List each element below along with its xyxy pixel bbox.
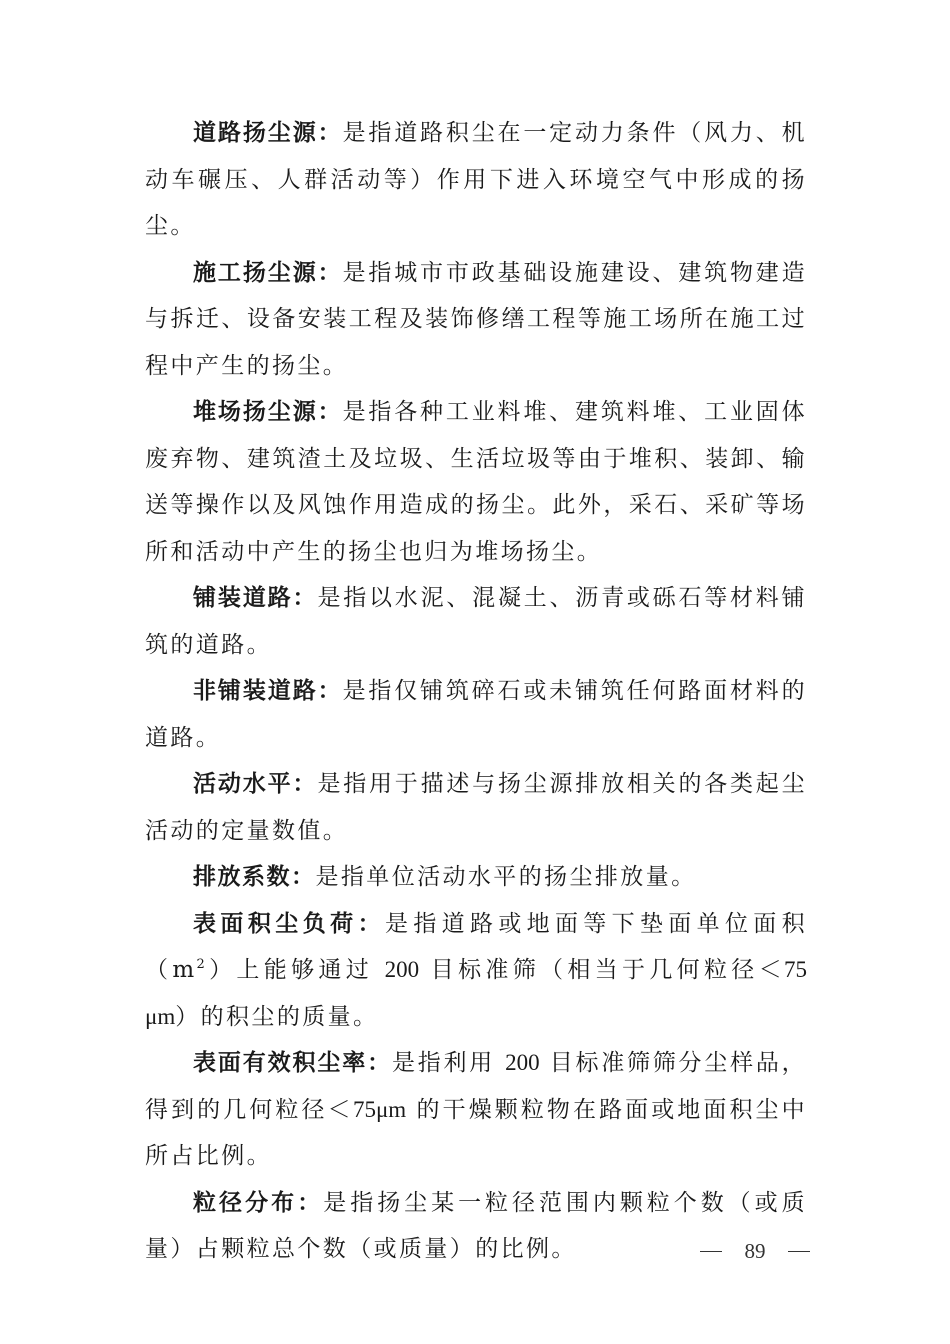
definition-text: 是指仅铺筑碎石或未铺筑任何路面材料的道路。 [145,678,808,751]
footer-dash-right [788,1251,810,1252]
definition-text-part: 的干燥颗粒物在路面或地面积尘中所占比例。 [145,1096,808,1169]
page-footer [700,1236,810,1266]
term-label: 表面有效积尘率： [193,1050,392,1076]
definition-construction-dust-source [145,250,807,390]
definition-text: 是指以水泥、混凝土、沥青或砾石等材料铺筑的道路。 [145,585,807,658]
definition-text-part: ）上能够通过 [207,957,385,983]
definition-text: 是指用于描述与扬尘源排放相关的各类起尘活动的定量数值。 [145,771,807,844]
term-label: 堆场扬尘源： [193,399,343,425]
superscript-exponent: 2 [196,957,208,972]
definition-text-part: 目标准筛（相当于几何粒径＜ [419,957,784,983]
term-label: 施工扬尘源： [193,259,343,286]
definition-text-part: 目标准筛筛分尘样品，得到的几何粒径＜ [145,1050,808,1123]
definition-text-part: ）的积尘的质量。 [175,1003,379,1030]
definition-text: 是指道路积尘在一定动力条件（风力、机动车碾压、人群活动等）作用下进入环境空气中形成的扬尘。 [145,120,808,239]
term-label: 排放系数： [193,864,316,890]
term-label: 粒径分布： [193,1189,324,1216]
definition-text: 是指扬尘某一粒径范围内颗粒个数（或质量）占颗粒总个数（或质量）的比例。 [145,1189,807,1262]
term-label: 道路扬尘源： [193,120,343,146]
mesh-number: 200 [384,957,420,982]
definition-road-dust-source [145,110,807,250]
definition-unpaved-road [145,668,807,761]
definition-stockpile-dust-source [145,389,807,575]
term-label: 活动水平： [193,771,318,797]
term-label: 表面积尘负荷： [193,910,385,937]
page-number: 89 [744,1238,766,1263]
definition-effective-dust-rate [145,1040,807,1180]
definition-text: 是指各种工业料堆、建筑料堆、工业固体废弃物、建筑渣土及垃圾、生活垃圾等由于堆积、装卸、输送等操作以及风蚀作用造成的扬尘。此外，采石、采矿等场所和活动中产生的扬尘也归为堆场扬尘。 [145,399,808,565]
term-label: 铺装道路： [193,585,318,611]
definition-emission-factor [145,854,807,901]
definition-text: 是指单位活动水平的扬尘排放量。 [315,864,697,890]
document-body [145,110,807,1273]
particle-size: 75 μm [145,957,807,1029]
definition-activity-level [145,761,807,854]
definition-text-part: 是指道路或地面等下垫面单位面积（m [145,910,807,983]
definition-surface-dust-load [145,901,807,1041]
term-label: 非铺装道路： [193,678,343,704]
particle-size: 75μm [352,1096,407,1122]
definition-text-part: 是指利用 [391,1050,506,1076]
definition-paved-road [145,575,807,668]
definition-text: 是指城市市政基础设施建设、建筑物建造与拆迁、设备安装工程及装饰修缮工程等施工场所在施工过程中产生的扬尘。 [145,259,808,379]
mesh-number: 200 [505,1050,540,1075]
footer-dash-left [700,1251,722,1252]
